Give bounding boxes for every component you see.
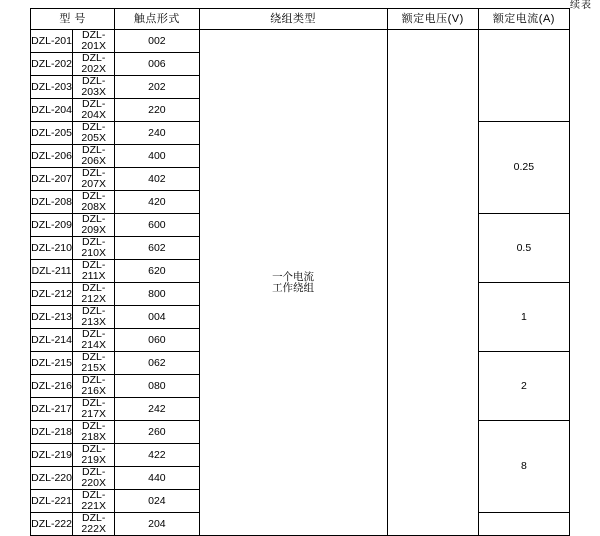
cell-contact-form: 620 [115, 260, 199, 283]
cell-model-a: DZL-216 [31, 375, 73, 398]
cell-model-b: DZL-215X [73, 352, 115, 375]
cell-winding-type [199, 30, 387, 536]
cell-contact-form: 260 [115, 421, 199, 444]
cell-model-b: DZL-202X [73, 53, 115, 76]
winding-line-1: 一个电流 [272, 270, 315, 283]
header-rated-current: 额定电流(A) [478, 9, 569, 30]
cell-contact-form: 422 [115, 444, 199, 467]
cell-model-a: DZL-220 [31, 467, 73, 490]
cell-contact-form: 242 [115, 398, 199, 421]
cell-rated-current [478, 30, 569, 122]
cell-model-b: DZL-208X [73, 191, 115, 214]
cell-contact-form: 800 [115, 283, 199, 306]
cell-rated-voltage [387, 30, 478, 536]
header-rated-voltage: 额定电压(V) [387, 9, 478, 30]
cell-rated-current: 0.5 [478, 214, 569, 283]
cell-model-b: DZL-218X [73, 421, 115, 444]
header-row [31, 9, 570, 30]
cell-model-b: DZL-214X [73, 329, 115, 352]
cell-model-a: DZL-210 [31, 237, 73, 260]
cell-rated-current: 2 [478, 352, 569, 421]
cell-model-b: DZL-209X [73, 214, 115, 237]
cell-contact-form: 202 [115, 76, 199, 99]
header-model: 型 号 [31, 9, 115, 30]
cell-contact-form: 220 [115, 99, 199, 122]
cell-model-a: DZL-218 [31, 421, 73, 444]
specification-table [30, 8, 570, 536]
cell-model-b: DZL-217X [73, 398, 115, 421]
cell-contact-form: 060 [115, 329, 199, 352]
cell-contact-form: 002 [115, 30, 199, 53]
cell-contact-form: 006 [115, 53, 199, 76]
cell-model-a: DZL-202 [31, 53, 73, 76]
header-winding-type: 绕组类型 [199, 9, 387, 30]
cell-contact-form: 204 [115, 513, 199, 536]
cell-contact-form: 240 [115, 122, 199, 145]
cell-model-a: DZL-211 [31, 260, 73, 283]
cell-contact-form: 440 [115, 467, 199, 490]
cell-model-a: DZL-208 [31, 191, 73, 214]
cell-model-b: DZL-207X [73, 168, 115, 191]
cell-model-a: DZL-213 [31, 306, 73, 329]
cell-model-a: DZL-204 [31, 99, 73, 122]
cell-rated-current: 1 [478, 283, 569, 352]
cell-contact-form: 602 [115, 237, 199, 260]
cell-model-b: DZL-206X [73, 145, 115, 168]
cell-model-a: DZL-205 [31, 122, 73, 145]
winding-line-2: 工作绕组 [272, 281, 315, 294]
header-contact-form: 触点形式 [115, 9, 199, 30]
cell-model-b: DZL-212X [73, 283, 115, 306]
cell-model-b: DZL-213X [73, 306, 115, 329]
cell-model-b: DZL-210X [73, 237, 115, 260]
cell-model-a: DZL-219 [31, 444, 73, 467]
cell-contact-form: 402 [115, 168, 199, 191]
cell-contact-form: 400 [115, 145, 199, 168]
cell-model-a: DZL-221 [31, 490, 73, 513]
cell-contact-form: 420 [115, 191, 199, 214]
cell-model-b: DZL-201X [73, 30, 115, 53]
cell-rated-current: 0.25 [478, 122, 569, 214]
table-header [31, 9, 570, 30]
cell-model-a: DZL-206 [31, 145, 73, 168]
cell-model-b: DZL-222X [73, 513, 115, 536]
cell-rated-current: 8 [478, 421, 569, 513]
cell-model-b: DZL-203X [73, 76, 115, 99]
cell-model-a: DZL-207 [31, 168, 73, 191]
cell-model-a: DZL-209 [31, 214, 73, 237]
cell-model-b: DZL-205X [73, 122, 115, 145]
cell-model-a: DZL-203 [31, 76, 73, 99]
cell-model-a: DZL-222 [31, 513, 73, 536]
cell-model-a: DZL-217 [31, 398, 73, 421]
table-row [31, 30, 570, 53]
cell-contact-form: 004 [115, 306, 199, 329]
table-body [31, 30, 570, 536]
cell-model-b: DZL-221X [73, 490, 115, 513]
cell-model-a: DZL-214 [31, 329, 73, 352]
cell-contact-form: 080 [115, 375, 199, 398]
cell-model-a: DZL-201 [31, 30, 73, 53]
cell-model-a: DZL-212 [31, 283, 73, 306]
cell-model-a: DZL-215 [31, 352, 73, 375]
cell-contact-form: 062 [115, 352, 199, 375]
cell-contact-form: 024 [115, 490, 199, 513]
cell-model-b: DZL-220X [73, 467, 115, 490]
cell-model-b: DZL-219X [73, 444, 115, 467]
cell-model-b: DZL-211X [73, 260, 115, 283]
continued-label: 续表 [570, 0, 592, 11]
cell-model-b: DZL-204X [73, 99, 115, 122]
cell-contact-form: 600 [115, 214, 199, 237]
cell-model-b: DZL-216X [73, 375, 115, 398]
cell-rated-current [478, 513, 569, 536]
